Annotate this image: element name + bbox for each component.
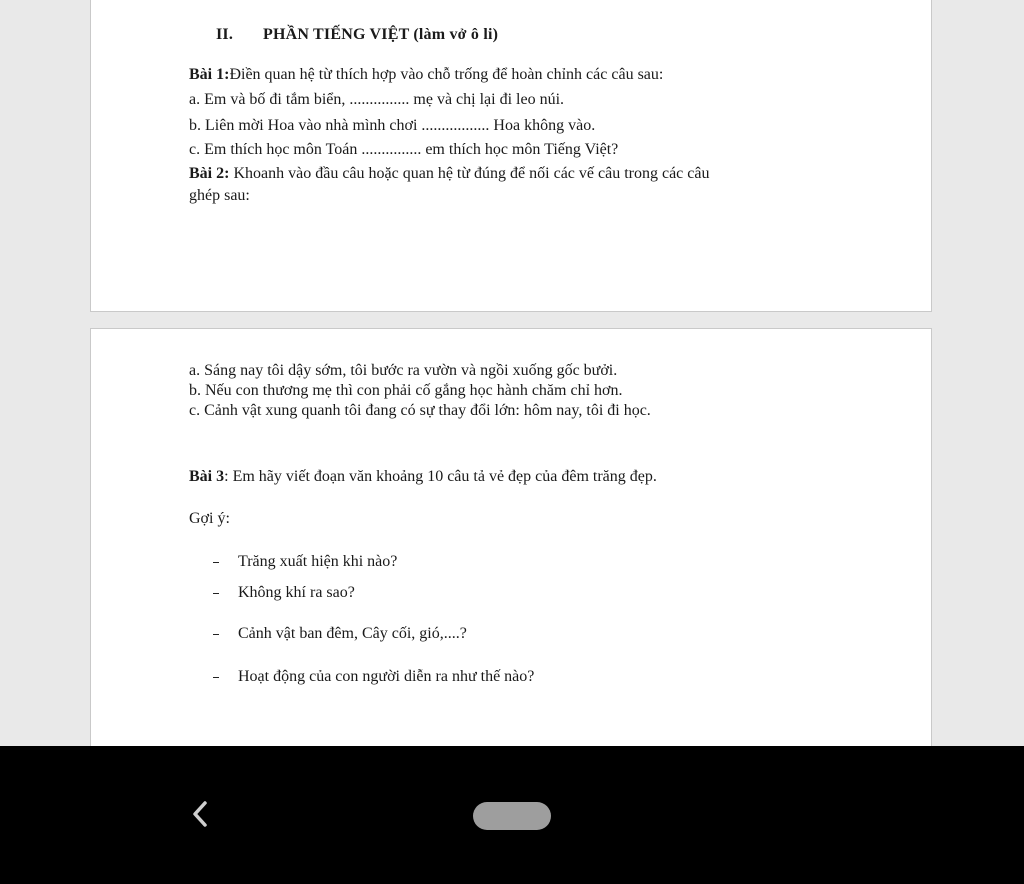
section-number: II. bbox=[216, 26, 234, 43]
chevron-left-icon bbox=[191, 800, 209, 828]
hint-item-1: Trăng xuất hiện khi nào? bbox=[238, 553, 398, 570]
exercise-1-item-b: b. Liên mời Hoa vào nhà mình chơi ................. Hoa không vào. bbox=[189, 117, 596, 134]
exercise-2-item-b: b. Nếu con thương mẹ thì con phải cố gắng học hành chăm chỉ hơn. bbox=[189, 382, 623, 399]
hint-item-4: Hoạt động của con người diễn ra như thế nào? bbox=[238, 668, 535, 685]
bullet-dash bbox=[213, 634, 219, 635]
exercise-1-label: Bài 1: bbox=[189, 66, 230, 83]
exercise-1-prompt bbox=[189, 65, 663, 85]
exercise-1-item-a: a. Em và bố đi tắm biển, ............... mẹ và chị lại đi leo núi. bbox=[189, 91, 565, 108]
exercise-2-text-line1: Khoanh vào đầu câu hoặc quan hệ từ đúng để nối các vế câu trong các câu bbox=[233, 165, 710, 182]
bullet-dash bbox=[213, 562, 219, 563]
hint-heading: Gợi ý: bbox=[189, 510, 230, 527]
hint-item-3: Cảnh vật ban đêm, Cây cối, gió,....? bbox=[238, 625, 467, 642]
exercise-1-text: Điền quan hệ từ thích hợp vào chỗ trống để hoàn chỉnh các câu sau: bbox=[229, 66, 664, 83]
bullet-dash bbox=[213, 593, 219, 594]
exercise-3-label: Bài 3 bbox=[189, 468, 225, 485]
home-pill-icon[interactable] bbox=[473, 802, 551, 830]
exercise-2-label: Bài 2: bbox=[189, 165, 230, 182]
exercise-1-item-c: c. Em thích học môn Toán ............... em thích học môn Tiếng Việt? bbox=[189, 141, 619, 158]
system-navigation-bar bbox=[0, 746, 1024, 884]
back-button[interactable] bbox=[180, 794, 220, 834]
bullet-dash bbox=[213, 677, 219, 678]
exercise-3-prompt bbox=[189, 467, 657, 487]
exercise-2-prompt bbox=[189, 164, 709, 184]
exercise-2-item-a: a. Sáng nay tôi dậy sớm, tôi bước ra vườn và ngồi xuống gốc bưởi. bbox=[189, 362, 618, 379]
hint-item-2: Không khí ra sao? bbox=[238, 584, 355, 601]
document-page-2 bbox=[90, 328, 932, 746]
exercise-2-item-c: c. Cảnh vật xung quanh tôi đang có sự thay đổi lớn: hôm nay, tôi đi học. bbox=[189, 402, 651, 419]
document-page-1 bbox=[90, 0, 932, 312]
exercise-2-text-line2: ghép sau: bbox=[189, 187, 250, 204]
exercise-3-text: : Em hãy viết đoạn văn khoảng 10 câu tả vẻ đẹp của đêm trăng đẹp. bbox=[224, 468, 657, 485]
section-heading: PHẦN TIẾNG VIỆT (làm vở ô li) bbox=[263, 26, 499, 43]
